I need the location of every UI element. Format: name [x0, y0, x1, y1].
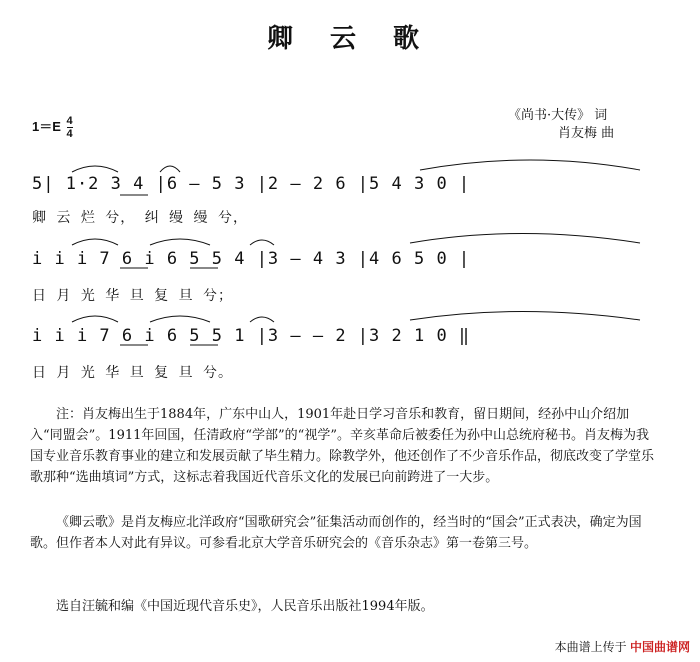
- slur: [250, 317, 274, 322]
- note-paragraph-2: 《卿云歌》是肖友梅应北洋政府“国歌研究会”征集活动而创作的，经当时的“国会”正式表决，确定为国歌。但作者本人对此有异议。可参看北京大学音乐研究会的《音乐杂志》第一卷第三号。: [30, 515, 642, 551]
- lyrics-line-3: 日 月 光 华 旦 复 旦 兮。: [32, 365, 234, 381]
- note-paragraph-3: 选自汪毓和编《中国近现代音乐史》，人民音乐出版社1994年版。: [56, 599, 434, 614]
- time-numerator: 4: [66, 115, 73, 127]
- slur: [410, 234, 640, 244]
- footer-brand[interactable]: 中国曲谱网: [629, 640, 690, 654]
- slur: [410, 312, 640, 321]
- time-denominator: 4: [66, 128, 73, 140]
- slur: [160, 166, 180, 172]
- lyrics-line-2: 日 月 光 华 旦 复 旦 兮；: [32, 288, 234, 304]
- lyricist-credit: 《尚书·大传》 词: [508, 108, 608, 123]
- slur: [72, 239, 118, 245]
- composer-credit: 肖友梅 曲: [558, 126, 615, 141]
- page-title: 卿 云 歌: [266, 24, 434, 54]
- slur: [150, 316, 210, 322]
- slur: [150, 239, 210, 245]
- slur: [420, 160, 640, 170]
- score-line-1: 5| 1·2 3 4 |6 — 5 3 |2 — 2 6 |5 4 3 0 |: [32, 174, 471, 194]
- tonic-label: 1＝E: [32, 118, 61, 134]
- footer-prefix: 本曲谱上传于: [554, 640, 627, 654]
- score-line-3: i i i 7 6 i 6 5 5 1 |3 — — 2 |3 2 1 0 ‖: [32, 326, 471, 346]
- slur: [250, 240, 274, 245]
- slur: [72, 166, 118, 172]
- score-line-2: i i i 7 6 i 6 5 5 4 |3 — 4 3 |4 6 5 0 |: [32, 249, 471, 269]
- note-paragraph-1: 注：肖友梅出生于1884年，广东中山人，1901年赴日学习音乐和教育，留日期间，经孙中山介绍加入“同盟会”。1911年回国，任清政府“学部”的“视学”。辛亥革命后被委任为孙中山总统府秘书。肖友梅为我国专业音乐教育事业的建立和发展贡献了毕生精力。除教学外，他还创作了不少音乐作品，彻底改变了学堂乐歌那种“选曲填词”方式，这标志着我国近代音乐文化的发展已向前跨进了一大步。: [30, 407, 655, 485]
- footer: [555, 638, 690, 655]
- slur: [72, 316, 118, 322]
- lyrics-line-1: 卿 云 烂 兮， 纠 缦 缦 兮，: [32, 210, 249, 226]
